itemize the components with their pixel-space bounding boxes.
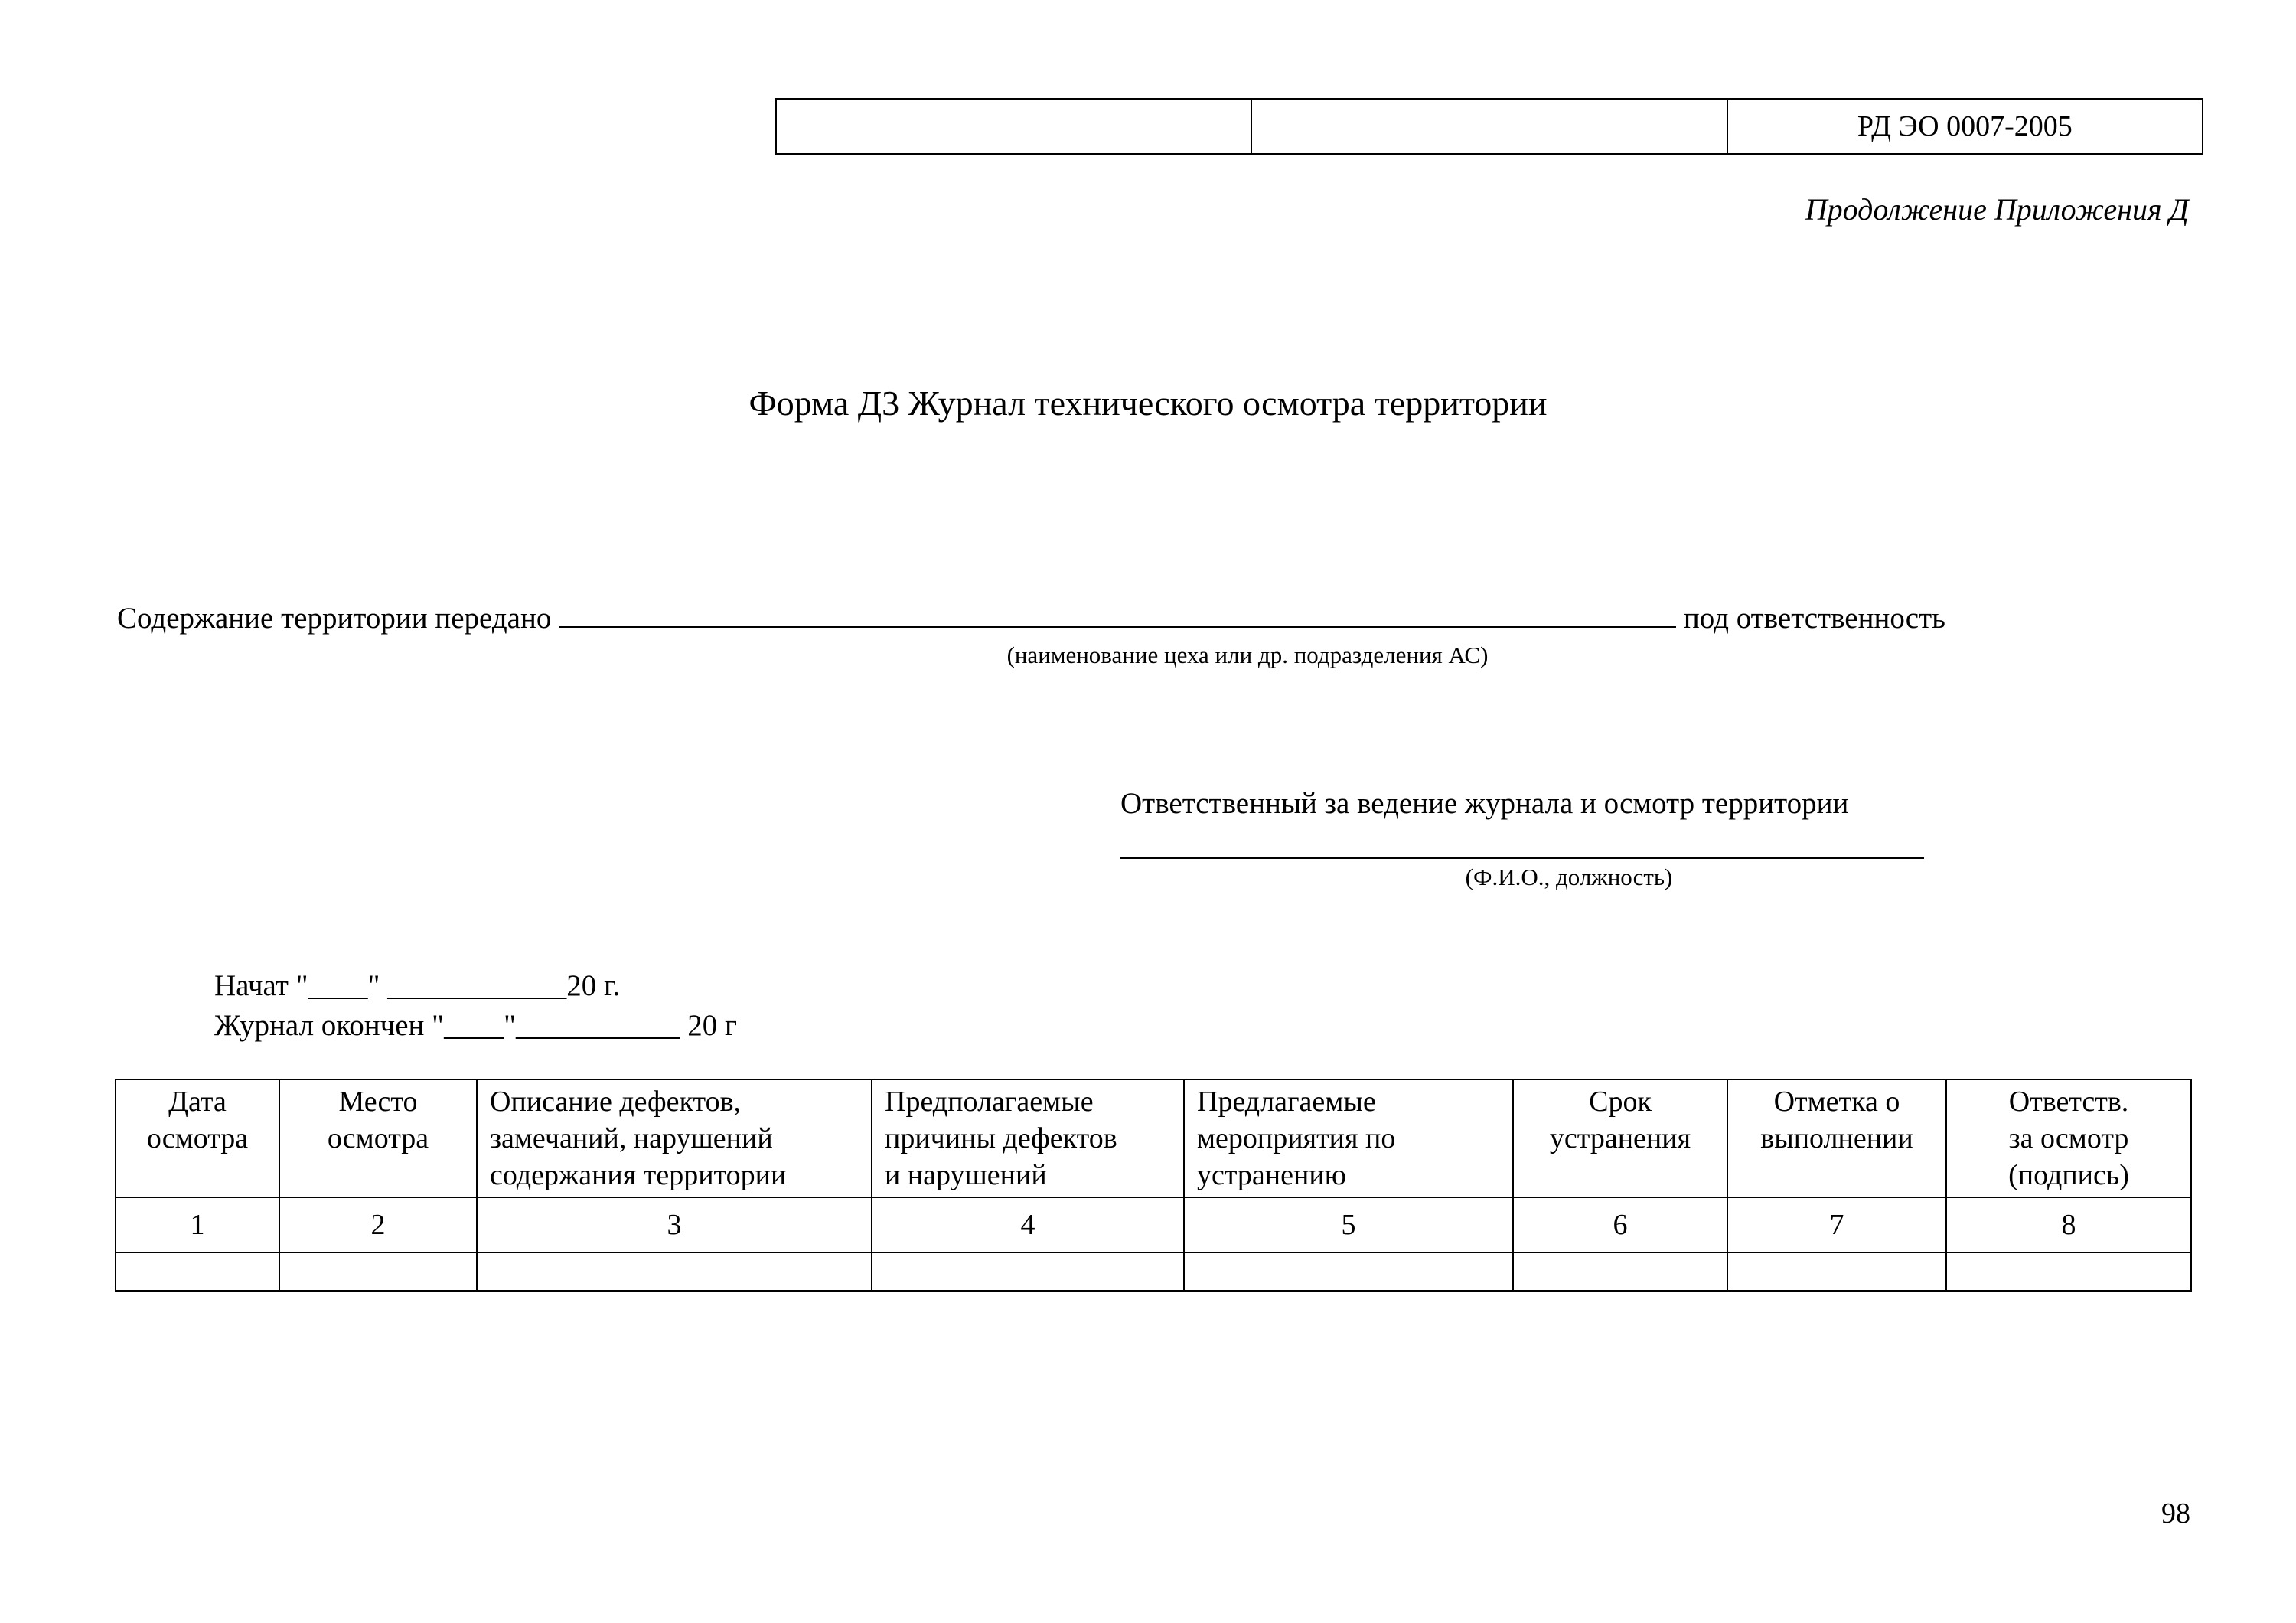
transfer-prefix: Содержание территории передано (117, 602, 552, 635)
table-cell (116, 1252, 279, 1291)
responsible-caption: (Ф.И.О., должность) (1465, 864, 1673, 890)
responsible-label: Ответственный за ведение журнала и осмотр территории (1120, 787, 1849, 820)
column-number: 1 (116, 1197, 279, 1252)
column-header-measures: Предлагаемые мероприятия по устранению (1184, 1079, 1513, 1197)
column-header-deadline: Срок устранения (1513, 1079, 1727, 1197)
column-number: 2 (279, 1197, 477, 1252)
column-header-causes: Предполагаемые причины дефектов и нарушений (872, 1079, 1184, 1197)
journal-finished: Журнал окончен "____"___________ 20 г (214, 1009, 737, 1042)
table-header-row (116, 1079, 2191, 1197)
inspection-journal-table (115, 1079, 2192, 1292)
journal-started: Начат "____" ____________20 г. (214, 969, 621, 1002)
column-header-date: Дата осмотра (116, 1079, 279, 1197)
table-cell (477, 1252, 872, 1291)
doc-code: РД ЭО 0007-2005 (1727, 99, 2203, 154)
transfer-line (117, 601, 1945, 635)
page-number: 98 (2161, 1497, 2190, 1530)
header-cell-empty-2 (1251, 99, 1727, 154)
table-row (116, 1252, 2191, 1291)
table-cell (1946, 1252, 2191, 1291)
table-cell (1184, 1252, 1513, 1291)
column-header-completion: Отметка о выполнении (1727, 1079, 1946, 1197)
column-header-responsible: Ответств. за осмотр (подпись) (1946, 1079, 2191, 1197)
table-cell (1727, 1252, 1946, 1291)
responsible-name-blank (1120, 834, 1924, 859)
column-number: 8 (1946, 1197, 2191, 1252)
header-cell-empty-1 (776, 99, 1251, 154)
table-cell (872, 1252, 1184, 1291)
column-number: 7 (1727, 1197, 1946, 1252)
column-number: 3 (477, 1197, 872, 1252)
table-cell (1513, 1252, 1727, 1291)
column-number: 5 (1184, 1197, 1513, 1252)
column-number: 6 (1513, 1197, 1727, 1252)
department-caption: (наименование цеха или др. подразделения АС) (1006, 642, 1489, 668)
department-blank (559, 603, 1676, 628)
table-cell (279, 1252, 477, 1291)
appendix-continuation: Продолжение Приложения Д (1805, 192, 2189, 227)
column-header-defects: Описание дефектов, замечаний, нарушений содержания территории (477, 1079, 872, 1197)
form-title: Форма Д3 Журнал технического осмотра территории (748, 384, 1548, 423)
column-header-place: Место осмотра (279, 1079, 477, 1197)
column-number: 4 (872, 1197, 1184, 1252)
header-code-table (775, 98, 2203, 155)
column-number-row (116, 1197, 2191, 1252)
transfer-suffix: под ответственность (1683, 602, 1945, 635)
